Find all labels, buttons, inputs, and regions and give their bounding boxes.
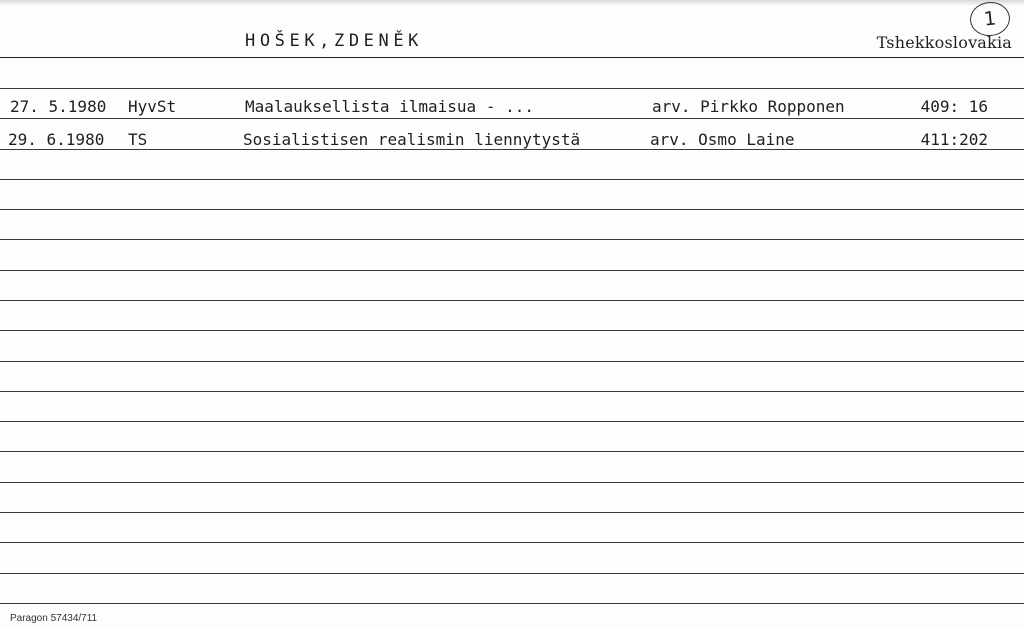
ruled-line [0, 512, 1024, 513]
ruled-line [0, 239, 1024, 240]
ruled-line [0, 421, 1024, 422]
card-number-circled: 1 [968, 0, 1011, 38]
ruled-line [0, 603, 1024, 604]
entry-title: Sosialistisen realismin liennytystä [243, 130, 581, 149]
ruled-line [0, 542, 1024, 543]
print-code: Paragon 57434/711 [10, 613, 98, 624]
ruled-line [0, 573, 1024, 574]
ruled-line [0, 300, 1024, 301]
entry-reviewer: arv. Osmo Laine [650, 130, 795, 149]
ruled-line [0, 330, 1024, 331]
entry-title: Maalauksellista ilmaisua - ... [245, 97, 534, 116]
entry-reviewer: arv. Pirkko Ropponen [652, 97, 845, 116]
ruled-line [0, 391, 1024, 392]
entry-date: 27. 5.1980 [10, 97, 107, 116]
entry-reference: 411:202 [920, 130, 988, 149]
entry-source: TS [128, 130, 148, 149]
person-name: HOŠEK,ZDENĚK [245, 31, 424, 51]
ruled-line [0, 149, 1024, 150]
ruled-line [0, 451, 1024, 452]
entry-source: HyvSt [128, 97, 177, 116]
entry-date: 29. 6.1980 [8, 130, 105, 149]
country-label: Tshekkoslovakia [876, 33, 1012, 52]
ruled-line [0, 361, 1024, 362]
ruled-line [0, 482, 1024, 483]
ruled-line [0, 179, 1024, 180]
header-rule [0, 57, 1024, 58]
ruled-line [0, 88, 1024, 89]
ruled-line [0, 209, 1024, 210]
entry-reference: 409: 16 [920, 97, 988, 116]
ruled-line [0, 118, 1024, 119]
ruled-line [0, 270, 1024, 271]
